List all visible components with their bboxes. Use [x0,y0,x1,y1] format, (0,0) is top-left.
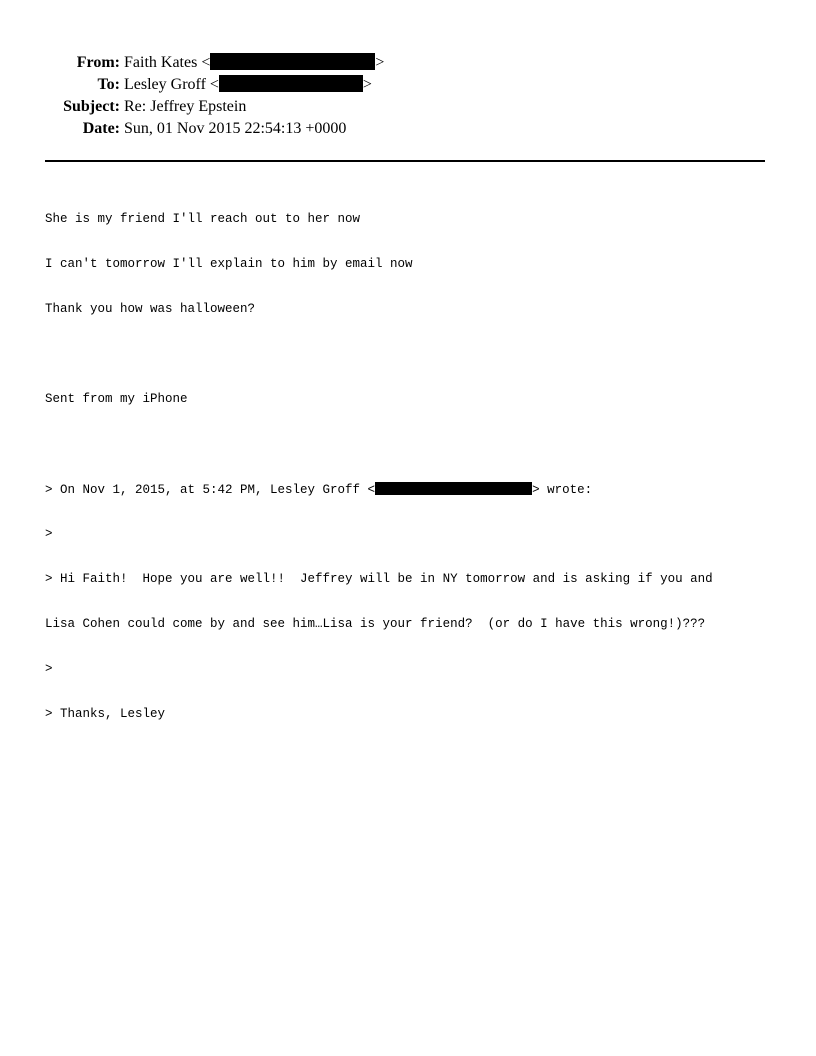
date-label: Date: [82,120,120,137]
body-line: Thank you how was halloween? [45,302,256,316]
quote-line: > Thanks, Lesley [45,707,166,721]
signature-line: Sent from my iPhone [45,392,188,406]
to-label: To: [97,76,120,93]
quote-intro [45,482,775,497]
to-close: > [362,76,372,93]
to-value [124,74,372,96]
from-value [124,52,384,74]
quote-intro-pre: > On Nov 1, 2015, at 5:42 PM, Lesley Groff < [45,483,376,497]
from-label: From: [76,54,120,71]
email-header [0,52,816,140]
quote-intro-post: > wrote: [532,483,593,497]
body-line: I can't tomorrow I'll explain to him by email now [45,257,413,271]
redaction-bar [375,482,532,495]
subject-row [0,96,816,118]
to-row [0,74,816,96]
date-row [0,118,816,140]
redaction-bar [219,75,363,92]
blank-line [45,347,775,362]
email-body [45,182,775,737]
quote-line: > [45,662,53,676]
quote-line: > Hi Faith! Hope you are well!! Jeffrey will be in NY tomorrow and is asking if you and [45,572,713,586]
to-name: Lesley Groff < [124,76,219,93]
redaction-bar [210,53,375,70]
header-divider [45,160,765,162]
subject-label: Subject: [63,98,120,115]
body-line: She is my friend I'll reach out to her now [45,212,361,226]
subject-value: Re: Jeffrey Epstein [124,98,247,115]
from-close: > [375,54,385,71]
quote-line: Lisa Cohen could come by and see him…Lisa is your friend? (or do I have this wrong!)??? [45,617,706,631]
quote-line: > [45,527,53,541]
from-name: Faith Kates < [124,54,211,71]
from-row [0,52,816,74]
date-value: Sun, 01 Nov 2015 22:54:13 +0000 [124,120,347,137]
blank-line [45,437,775,452]
